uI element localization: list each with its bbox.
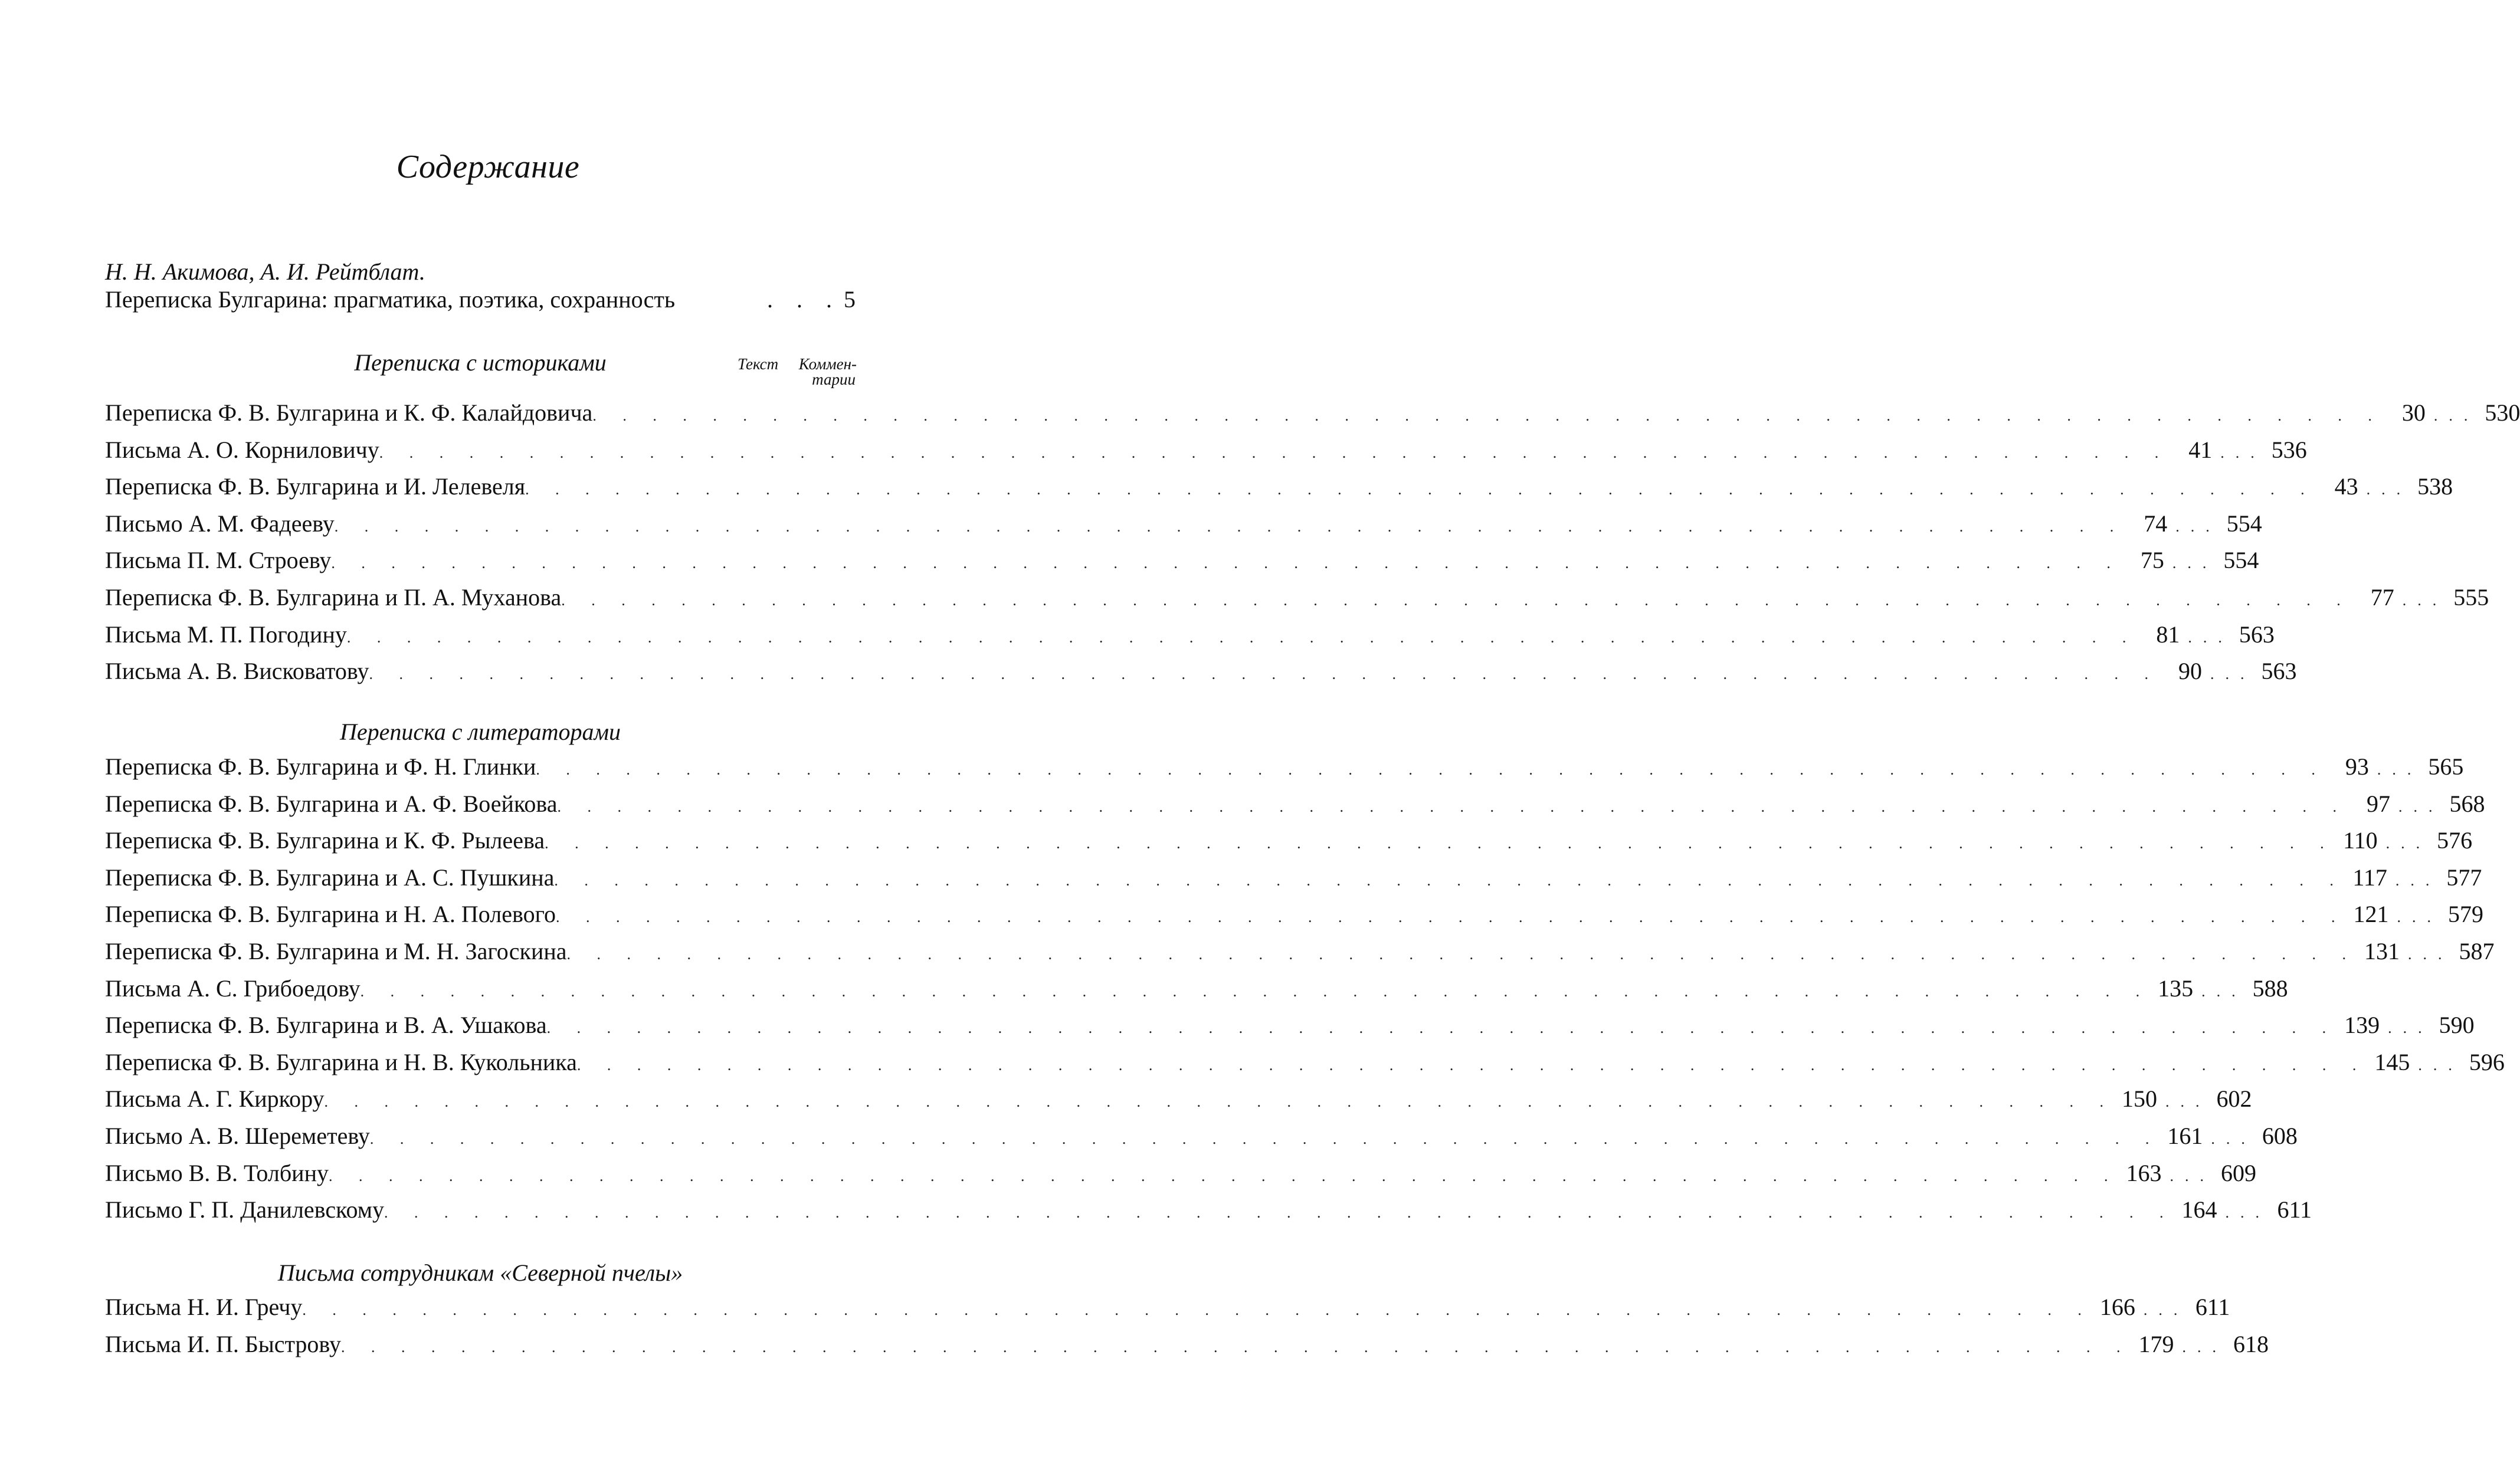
text-page-number: 30 <box>2401 399 2426 426</box>
dot-leader: . . . . . . . . . . . . . . . . . . . . . . . . . . . . . . . . . . . . . . . . . . . . . . . . . . . . . . . . . . . . <box>369 665 2159 683</box>
dot-leader-short: ... <box>2408 946 2453 963</box>
toc-entry[interactable] <box>105 790 2485 818</box>
comment-page-number: 596 <box>2469 1048 2505 1075</box>
text-page-number: 166 <box>2099 1294 2135 1320</box>
text-page-number: 164 <box>2181 1196 2217 1223</box>
toc-entry[interactable] <box>105 1293 2230 1321</box>
entry-title: Письма М. П. Погодину <box>105 621 347 648</box>
dot-leader: . . . . . . . . . . . . . . . . . . . . . . . . . . . . . . . . . . . . . . . . . . . . . . . . . . . . . . . . . . . . <box>525 481 2316 498</box>
dot-leader: . . . . . . . . . . . . . . . . . . . . . . . . . . . . . . . . . . . . . . . . . . . . . . . . . . . . . . . . . . . . <box>561 592 2352 609</box>
comment-page-number: 565 <box>2428 753 2464 780</box>
dot-leader-short: ... <box>2165 1093 2211 1111</box>
dot-leader: . . . . . . . . . . . . . . . . . . . . . . . . . . . . . . . . . . . . . . . . . . . . . . . . . . . . . . . . . . . . <box>556 908 2347 926</box>
text-page-number: 43 <box>2334 473 2358 500</box>
toc-entry[interactable] <box>105 1330 2269 1359</box>
dot-leader: . . . . . . . . . . . . . . . . . . . . . . . . . . . . . . . . . . . . . . . . . . . . . . . . . . . . . . . . . . . . <box>379 444 2170 461</box>
dot-leader-short: ... <box>2418 1056 2463 1074</box>
column-header-comments-2: тарии <box>812 370 856 388</box>
comment-page-number: 554 <box>2223 547 2259 574</box>
text-page-number: 77 <box>2370 584 2394 611</box>
dot-leader-short: ... <box>2398 798 2444 815</box>
dot-leader-short: ... <box>2433 407 2479 424</box>
dot-leader: . . . . . . . . . . . . . . . . . . . . . . . . . . . . . . . . . . . . . . . . . . . . . . . . . . . . . . . . . . . . <box>369 1130 2161 1147</box>
toc-entry[interactable] <box>105 399 2520 427</box>
dot-leader-short: ... <box>2395 871 2441 889</box>
comment-page-number: 536 <box>2271 436 2307 463</box>
dot-leader-short: ... <box>2175 517 2221 535</box>
dot-leader: . . . . . . . . . . . . . . . . . . . . . . . . . . . . . . . . . . . . . . . . . . . . . . . . . . . . . . . . . . . . <box>324 1093 2115 1111</box>
toc-entry[interactable] <box>105 975 2288 1003</box>
dot-leader: . . . . . . . . . . . . . . . . . . . . . . . . . . . . . . . . . . . . . . . . . . . . . . . . . . . . . . . . . . . . <box>360 982 2151 1000</box>
text-page-number: 117 <box>2352 864 2387 891</box>
dot-leader: . . . . . . . . . . . . . . . . . . . . . . . . . . . . . . . . . . . . . . . . . . . . . . . . . . . . . . . . . . . . <box>334 517 2125 535</box>
dot-leader: . . . . . . . . . . . . . . . . . . . . . . . . . . . . . . . . . . . . . . . . . . . . . . . . . . . . . . . . . . . . <box>536 761 2326 778</box>
text-page-number: 145 <box>2374 1048 2410 1075</box>
text-page-number: 161 <box>2167 1123 2203 1149</box>
dot-leader-short: ... <box>2220 444 2266 461</box>
dot-leader: . . . . . . . . . . . . . . . . . . . . . . . . . . . . . . . . . . . . . . . . . . . . . . . . . . . . . . . . . . . . <box>545 835 2335 852</box>
dot-leader: . . . . . . . . . . . . . . . . . . . . . . . . . . . . . . . . . . . . . . . . . . . . . . . . . . . . . . . . . . . . <box>576 1056 2368 1074</box>
entry-title: Переписка Ф. В. Булгарина и Н. В. Кукольника <box>105 1048 577 1075</box>
entry-title: Письма И. П. Быстрову <box>105 1330 341 1357</box>
dot-leader: . . . . . . . . . . . . . . . . . . . . . . . . . . . . . . . . . . . . . . . . . . . . . . . . . . . . . . . . . . . . <box>328 1167 2119 1185</box>
dot-leader-short: ... <box>2225 1204 2271 1222</box>
dot-leader-short: ... <box>2172 555 2218 572</box>
dot-leader: . . . . . . . . . . . . . . . . . . . . . . . . . . . . . . . . . . . . . . . . . . . . . . . . . . . . . . . . . . . . <box>546 1019 2338 1037</box>
comment-page-number: 611 <box>2277 1196 2312 1223</box>
entry-title: Переписка Ф. В. Булгарина и Ф. Н. Глинки <box>105 753 536 780</box>
toc-entry[interactable] <box>105 753 2464 781</box>
intro-page-number: 5 <box>844 286 856 313</box>
entry-title: Письмо В. В. Толбину <box>105 1159 329 1186</box>
entry-title: Письма А. О. Корниловичу <box>105 436 379 463</box>
entry-title: Переписка Ф. В. Булгарина и В. А. Ушакова <box>105 1012 547 1039</box>
entry-title: Письма А. Г. Киркору <box>105 1085 325 1113</box>
entry-title: Переписка Ф. В. Булгарина и Н. А. Полевого <box>105 901 556 928</box>
comment-page-number: 563 <box>2239 621 2275 648</box>
dot-leader-short: ... <box>2366 481 2412 498</box>
toc-entry[interactable] <box>105 1196 2312 1224</box>
entry-title: Письма П. М. Строеву <box>105 547 332 574</box>
toc-entry[interactable] <box>105 1085 2252 1113</box>
comment-page-number: 618 <box>2233 1330 2269 1357</box>
dot-leader: . . . . . . . . . . . . . . . . . . . . . . . . . . . . . . . . . . . . . . . . . . . . . . . . . . . . . . . . . . . . <box>346 628 2138 646</box>
comment-page-number: 563 <box>2261 658 2297 685</box>
comment-page-number: 611 <box>2195 1294 2230 1320</box>
dot-leader-short: ... <box>2201 982 2247 1000</box>
entry-title: Письма Н. И. Гречу <box>105 1294 303 1320</box>
text-page-number: 163 <box>2126 1159 2162 1186</box>
toc-entry[interactable] <box>105 657 2297 685</box>
dot-leader: . . . . . . . . . . . . . . . . . . . . . . . . . . . . . . . . . . . . . . . . . . . . . . . . . . . . . . . . . . . . <box>340 1338 2132 1356</box>
dot-leader-short: ... <box>2388 1019 2433 1037</box>
text-page-number: 150 <box>2122 1085 2158 1113</box>
text-page-number: 135 <box>2158 975 2194 1002</box>
text-page-number: 131 <box>2364 938 2400 965</box>
toc-entry[interactable] <box>105 1159 2256 1188</box>
toc-entry[interactable] <box>105 826 2473 855</box>
dot-leader-short: ... <box>2182 1338 2227 1356</box>
toc-entry[interactable] <box>105 436 2307 464</box>
comment-page-number: 602 <box>2216 1085 2252 1113</box>
text-page-number: 139 <box>2344 1012 2380 1039</box>
section-heading-historians: Переписка с историками <box>354 349 607 376</box>
section-heading-writers: Переписка с литераторами <box>339 719 621 745</box>
comment-page-number: 577 <box>2446 864 2482 891</box>
dot-leader-short: ... <box>2210 665 2256 683</box>
intro-authors: Н. Н. Акимова, А. И. Рейтблат. <box>105 258 425 285</box>
intro-entry[interactable] <box>105 286 856 314</box>
toc-entry[interactable] <box>105 864 2482 892</box>
dot-leader-short: ... <box>2397 908 2443 926</box>
toc-entry[interactable] <box>105 510 2262 538</box>
dot-leader: . . . . . . . . . . . . . . . . . . . . . . . . . . . . . . . . . . . . . . . . . . . . . . . . . . . . . . . . . . . . <box>554 871 2345 889</box>
entry-title: Переписка Ф. В. Булгарина и А. Ф. Воейкова <box>105 790 558 817</box>
comment-page-number: 576 <box>2437 827 2473 854</box>
comment-page-number: 568 <box>2449 790 2485 817</box>
text-page-number: 74 <box>2144 510 2168 537</box>
text-page-number: 93 <box>2345 753 2369 780</box>
dot-leader-short: ... <box>2377 761 2423 778</box>
comment-page-number: 579 <box>2448 901 2484 928</box>
dot-leader: . . . . . . . . . . . . . . . . . . . . . . . . . . . . . . . . . . . . . . . . . . . . . . . . . . . . . . . . . . . . <box>302 1301 2093 1318</box>
entry-title: Переписка Ф. В. Булгарина и И. Лелевеля <box>105 473 526 500</box>
comment-page-number: 588 <box>2252 975 2288 1002</box>
dot-leader-short: ... <box>2143 1301 2189 1318</box>
toc-entry[interactable] <box>105 1048 2505 1077</box>
dot-leader: . . . . . . . . . . . . . . . . . . . . . . . . . . . . . . . . . . . . . . . . . . . . . . . . . . . . . . . . . . . . <box>384 1204 2175 1222</box>
toc-entry[interactable] <box>105 900 2484 929</box>
text-page-number: 110 <box>2343 827 2378 854</box>
comment-page-number: 555 <box>2453 584 2489 611</box>
entry-title: Письма А. С. Грибоедову <box>105 975 361 1002</box>
page-title: Содержание <box>396 149 580 185</box>
text-page-number: 75 <box>2140 547 2164 574</box>
entry-title: Письмо Г. П. Данилевскому <box>105 1196 385 1223</box>
comment-page-number: 538 <box>2417 473 2453 500</box>
text-page-number: 121 <box>2353 901 2389 928</box>
text-page-number: 81 <box>2156 621 2180 648</box>
dot-leader-short: ... <box>2170 1167 2215 1185</box>
toc-entry[interactable] <box>105 1011 2475 1039</box>
comment-page-number: 587 <box>2459 938 2495 965</box>
column-header-comments-1: Коммен- <box>798 355 857 373</box>
entry-title: Письма А. В. Висковатову <box>105 658 369 685</box>
dot-leader-short: ... <box>2385 835 2431 852</box>
entry-title: Переписка Ф. В. Булгарина и М. Н. Загоскина <box>105 938 567 965</box>
toc-entry[interactable] <box>105 583 2489 612</box>
entry-title: Письмо А. В. Шереметеву <box>105 1123 370 1149</box>
toc-entry[interactable] <box>105 621 2275 649</box>
entry-title: Переписка Ф. В. Булгарина и К. Ф. Калайдовича <box>105 399 593 426</box>
toc-entry[interactable] <box>105 937 2495 966</box>
dot-leader: . . . . . . . . . . . . . . . . . . . . . . . . . . . . . . . . . . . . . . . . . . . . . . . . . . . . . . . . . . . . <box>557 798 2348 815</box>
comment-page-number: 608 <box>2262 1123 2298 1149</box>
dot-leader-short: ... <box>2211 1130 2256 1147</box>
toc-entry[interactable] <box>105 473 2453 501</box>
toc-entry[interactable] <box>105 546 2259 575</box>
entry-title: Письмо А. М. Фадееву <box>105 510 335 537</box>
comment-page-number: 609 <box>2220 1159 2256 1186</box>
comment-page-number: 590 <box>2439 1012 2475 1039</box>
text-page-number: 97 <box>2366 790 2390 817</box>
dot-leader: . . . . . . . . . . . . . . . . . . . . . . . . . . . . . . . . . . . . . . . . . . . . . . . . . . . . . . . . . . . . <box>331 555 2122 572</box>
entry-title: Переписка Ф. В. Булгарина и А. С. Пушкина <box>105 864 555 891</box>
text-page-number: 41 <box>2188 436 2213 463</box>
dot-leader-short: ... <box>2188 628 2233 646</box>
comment-page-number: 554 <box>2226 510 2262 537</box>
text-page-number: 179 <box>2138 1330 2174 1357</box>
dot-leader: . . . . . . . . . . . . . . . . . . . . . . . . . . . . . . . . . . . . . . . . . . . . . . . . . . . . . . . . . . . . <box>566 946 2358 963</box>
text-page-number: 90 <box>2178 658 2202 685</box>
dot-leader: . . . <box>767 286 832 313</box>
toc-entry[interactable] <box>105 1122 2298 1150</box>
column-header-text: Текст <box>738 355 779 373</box>
intro-article-title: Переписка Булгарина: прагматика, поэтика, сохранность <box>105 286 676 313</box>
comment-page-number: 530 <box>2485 399 2520 426</box>
section-heading-severnaya-pchela: Письма сотрудникам «Северной пчелы» <box>277 1259 683 1286</box>
dot-leader-short: ... <box>2402 592 2448 609</box>
dot-leader: . . . . . . . . . . . . . . . . . . . . . . . . . . . . . . . . . . . . . . . . . . . . . . . . . . . . . . . . . . . . <box>592 407 2383 424</box>
entry-title: Переписка Ф. В. Булгарина и К. Ф. Рылеева <box>105 827 545 854</box>
entry-title: Переписка Ф. В. Булгарина и П. А. Муханова <box>105 584 562 611</box>
